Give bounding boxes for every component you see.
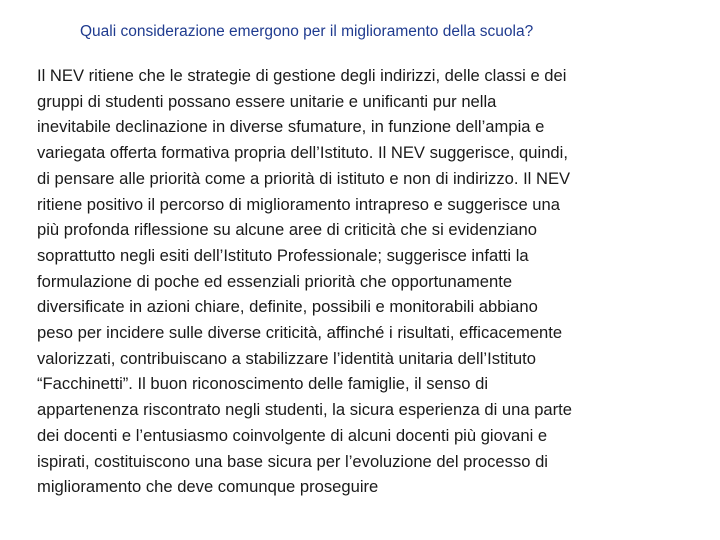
body-line: formulazione di poche ed essenziali priorità che opportunamente [37, 271, 513, 291]
body-line: miglioramento che deve comunque proseguire [37, 477, 379, 497]
body-line: più profonda riflessione su alcune aree di criticità che si evidenziano [37, 220, 537, 240]
body-line: Il NEV ritiene che le strategie di gestione degli indirizzi, delle classi e dei [37, 66, 567, 85]
body-line: dei docenti e l’entusiasmo coinvolgente di alcuni docenti più giovani e [37, 425, 548, 445]
body-line: ritiene positivo il percorso di miglioramento intrapreso e suggerisce una [37, 194, 560, 214]
slide-body [37, 63, 699, 500]
body-line: appartenenza riscontrato negli studenti, la sicura esperienza di una parte [37, 400, 573, 420]
body-line: inevitabile declinazione in diverse sfumature, in funzione dell’ampia e [37, 117, 545, 137]
body-line: ispirati, costituiscono una base sicura per l’evoluzione del processo di [37, 451, 548, 471]
body-line: soprattutto negli esiti dell’Istituto Professionale; suggerisce infatti la [37, 245, 529, 265]
body-line: variegata offerta formativa propria dell’Istituto. Il NEV suggerisce, quindi, [37, 143, 568, 163]
body-line: diversificate in azioni chiare, definite, possibili e monitorabili abbiano [37, 297, 538, 317]
body-line: gruppi di studenti possano essere unitarie e unificanti pur nella [37, 91, 497, 111]
body-line: “Facchinetti”. Il buon riconoscimento delle famiglie, il senso di [37, 374, 489, 394]
body-line: di pensare alle priorità come a priorità di istituto e non di indirizzo. Il NEV [37, 168, 571, 188]
body-line: valorizzati, contribuiscano a stabilizzare l’identità unitaria dell’Istituto [37, 348, 536, 368]
body-line: peso per incidere sulle diverse criticità, affinché i risultati, efficacemente [37, 323, 563, 343]
slide-title: Quali considerazione emergono per il miglioramento della scuola? [80, 23, 534, 40]
